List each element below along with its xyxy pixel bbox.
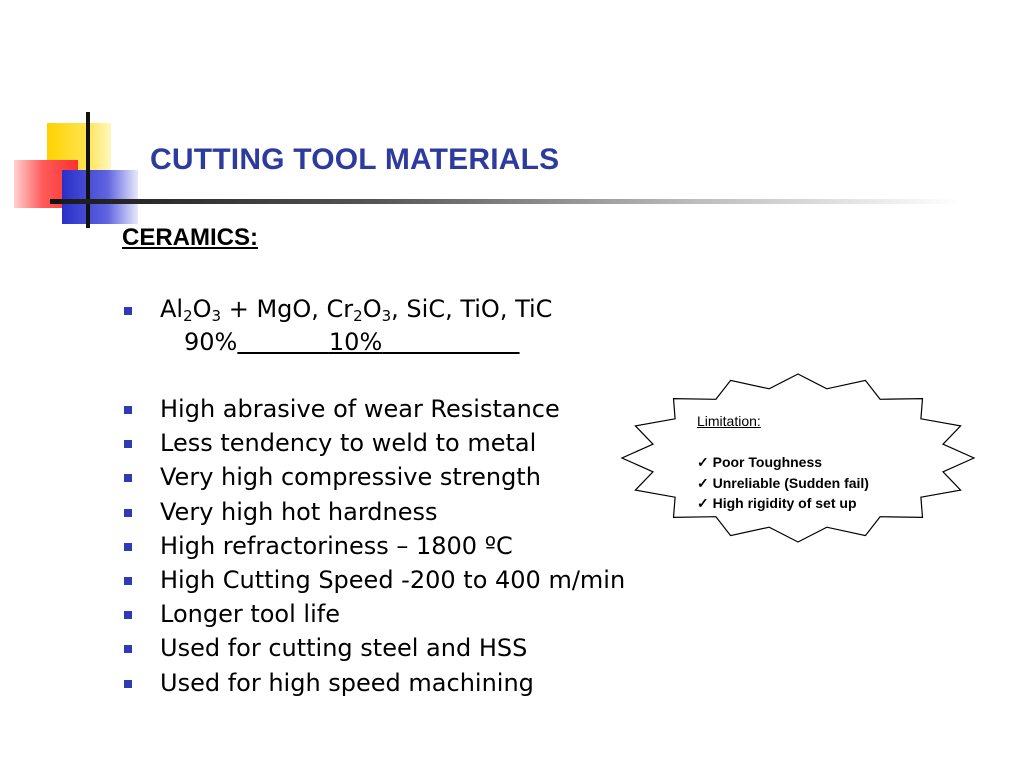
composition-formula: $Al_2O_3$ + MgO, $Cr_2O_3$, SiC, TiO, TiC (160, 295, 553, 325)
ratio-left: 90% (184, 328, 238, 356)
bullet-marker (124, 577, 132, 585)
property-item: High abrasive of wear Resistance (160, 395, 560, 423)
property-item: Very high compressive strength (160, 463, 541, 491)
callout-item: ✓ Unreliable (Sudden fail) (697, 474, 869, 491)
callout-heading: Limitation: (697, 413, 761, 429)
title-underline (60, 199, 960, 204)
property-item: Less tendency to weld to metal (160, 429, 537, 457)
property-item: Longer tool life (160, 600, 340, 628)
bullet-marker (124, 440, 132, 448)
composition-ratio (184, 328, 520, 356)
ratio-right: 10% (328, 328, 383, 356)
bullet-marker (124, 611, 132, 619)
bullet-marker (124, 680, 132, 688)
property-item: Used for cutting steel and HSS (160, 634, 528, 662)
slide-title: CUTTING TOOL MATERIALS (150, 143, 560, 176)
bullet-marker (124, 474, 132, 482)
blue-square (62, 170, 138, 224)
bullet-marker (124, 406, 132, 414)
property-item: High Cutting Speed -200 to 400 m/min (160, 566, 626, 594)
property-item: Very high hot hardness (160, 498, 438, 526)
section-heading: CERAMICS: (122, 224, 258, 251)
callout-item: ✓ High rigidity of set up (697, 495, 857, 511)
vertical-line (86, 112, 90, 228)
bullet-marker (124, 509, 132, 517)
property-item: Used for high speed machining (160, 669, 534, 697)
corner-decoration (0, 0, 140, 240)
bullet-marker (124, 543, 132, 551)
property-item: High refractoriness – 1800 ºC (160, 532, 513, 560)
callout-item: ✓ Poor Toughness (697, 454, 823, 470)
bullet-marker (124, 307, 132, 315)
bullet-marker (124, 645, 132, 653)
limitation-callout (697, 411, 897, 514)
